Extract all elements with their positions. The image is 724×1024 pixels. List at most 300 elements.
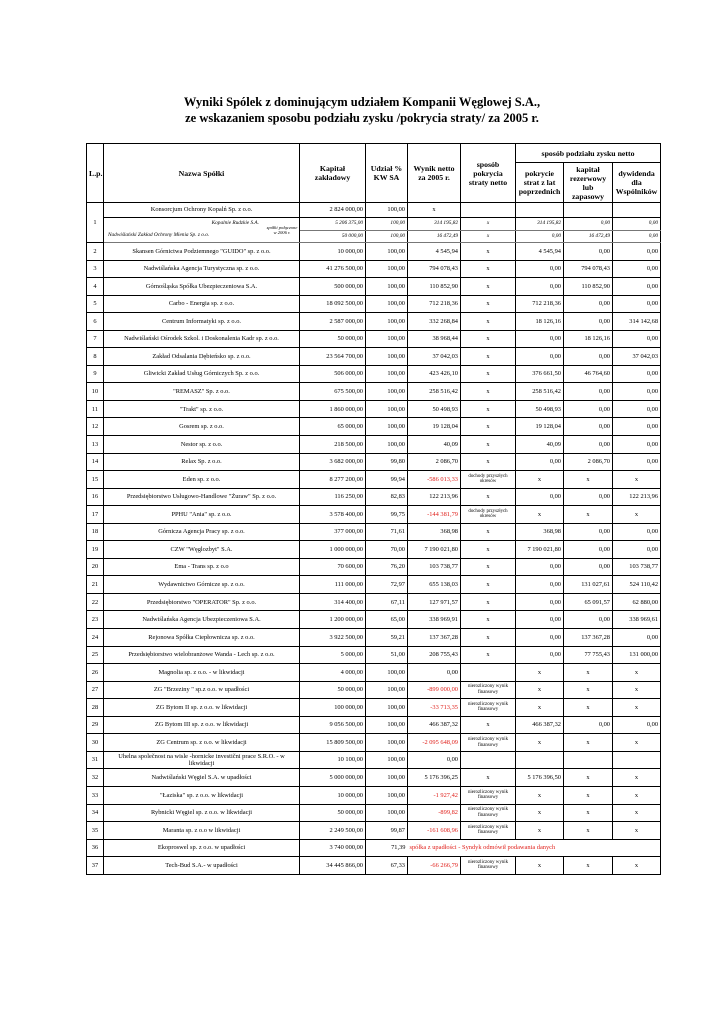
row-capital: 5 000,00 bbox=[300, 646, 366, 664]
row-capital: 65 000,00 bbox=[300, 418, 366, 436]
row-reserve: 77 755,43 bbox=[564, 646, 613, 664]
row-net: 466 387,32 bbox=[408, 716, 461, 734]
row-dividend bbox=[613, 751, 661, 769]
row-lp: 23 bbox=[87, 611, 104, 629]
row-lp: 8 bbox=[87, 348, 104, 366]
row-coverage: x bbox=[461, 523, 516, 541]
row-capital: 9 056 500,00 bbox=[300, 716, 366, 734]
row-capital: 314 400,00 bbox=[300, 593, 366, 611]
row-name: "Trakt" sp. z o.o. bbox=[104, 400, 300, 418]
row-capital: 50 000,00 bbox=[300, 804, 366, 822]
row-share: 99,87 bbox=[366, 822, 408, 840]
row-lp: 7 bbox=[87, 330, 104, 348]
row-share: 99,75 bbox=[366, 506, 408, 524]
row-capital: 10 000,00 bbox=[300, 243, 366, 261]
row-coverage: x bbox=[461, 646, 516, 664]
row-coverage: x bbox=[461, 348, 516, 366]
row-coverage bbox=[461, 664, 516, 682]
row-coverage: x bbox=[461, 541, 516, 559]
row-coverage: x bbox=[461, 295, 516, 313]
row-reserve: x bbox=[564, 786, 613, 804]
row-capital: 675 500,00 bbox=[300, 383, 366, 401]
row-name: Rybnicki Węgiel sp. z o.o. w likwidacji bbox=[104, 804, 300, 822]
table-row bbox=[87, 330, 661, 348]
row-share: 100,00 bbox=[366, 348, 408, 366]
row-share: 65,00 bbox=[366, 611, 408, 629]
row-coverage: x bbox=[461, 558, 516, 576]
row-capital: 1 860 000,00 bbox=[300, 400, 366, 418]
row-share: 100,00 bbox=[366, 313, 408, 331]
row-name: Przedsiębiorstwo wielobranżowe Wanda - Lech sp. z o.o. bbox=[104, 646, 300, 664]
row-lp: 22 bbox=[87, 593, 104, 611]
row-capital: 18 092 500,00 bbox=[300, 295, 366, 313]
row-net: -899 000,00 bbox=[408, 681, 461, 699]
table-row bbox=[87, 751, 661, 769]
row-reserve: 0,00 bbox=[564, 488, 613, 506]
row-name: Górnicza Agencja Pracy sp. z o.o. bbox=[104, 523, 300, 541]
row-coverage bbox=[461, 751, 516, 769]
row-reserve: 0,00 bbox=[564, 243, 613, 261]
document-title-line1: Wyniki Spólek z dominującym udziałem Kompanii Węglowej S.A., bbox=[183, 95, 541, 109]
bankruptcy-note: spółka z upadłości - Syndyk odmówił podawania danych bbox=[408, 839, 661, 857]
row-name: Carbo - Energia sp. z o.o. bbox=[104, 295, 300, 313]
row-lp: 12 bbox=[87, 418, 104, 436]
row-dividend: x bbox=[613, 786, 661, 804]
row-lp: 2 bbox=[87, 243, 104, 261]
row-name: "Łaziska" sp. z o.o. w likwidacji bbox=[104, 786, 300, 804]
table-row bbox=[87, 822, 661, 840]
row-reserve: 0,00 bbox=[564, 611, 613, 629]
row-prev-loss: 258 516,42 bbox=[516, 383, 564, 401]
row-prev-loss: 0,00 bbox=[516, 330, 564, 348]
header-profit-distribution: sposób podziału zysku netto bbox=[516, 144, 661, 163]
row-dividend: 122 213,96 bbox=[613, 488, 661, 506]
subrow-share: 100,00 bbox=[366, 230, 408, 243]
row-coverage: nierozliczony wynik finansowy bbox=[461, 804, 516, 822]
table-subrow bbox=[87, 218, 661, 231]
row-share: 82,83 bbox=[366, 488, 408, 506]
row-prev-loss: x bbox=[516, 804, 564, 822]
row-lp: 26 bbox=[87, 664, 104, 682]
row-name: Gosrem sp. z o.o. bbox=[104, 418, 300, 436]
row-lp: 35 bbox=[87, 822, 104, 840]
document-title-line2: ze wskazaniem sposobu podziału zysku /pokrycia straty/ za 2005 r. bbox=[185, 111, 539, 125]
row-coverage: x bbox=[461, 313, 516, 331]
row-dividend: 131 000,00 bbox=[613, 646, 661, 664]
row-net: 368,98 bbox=[408, 523, 461, 541]
row-capital: 3 578 400,00 bbox=[300, 506, 366, 524]
row-lp: 3 bbox=[87, 260, 104, 278]
row-net: 208 755,43 bbox=[408, 646, 461, 664]
row-net: 137 367,28 bbox=[408, 629, 461, 647]
row-share: 100,00 bbox=[366, 786, 408, 804]
table-row bbox=[87, 453, 661, 471]
row-net: 40,09 bbox=[408, 436, 461, 454]
row-prev-loss: x bbox=[516, 681, 564, 699]
row-net: 794 078,43 bbox=[408, 260, 461, 278]
row-name: ZG Bytom II sp. z o.o. w likwidacji bbox=[104, 699, 300, 717]
row-capital: 3 682 000,00 bbox=[300, 453, 366, 471]
row-lp: 6 bbox=[87, 313, 104, 331]
row-name: Ema - Trans sp. z o.o bbox=[104, 558, 300, 576]
table-row bbox=[87, 558, 661, 576]
row-net: 7 190 021,80 bbox=[408, 541, 461, 559]
row-coverage: x bbox=[461, 383, 516, 401]
row-share: 100,00 bbox=[366, 804, 408, 822]
row-capital: 218 500,00 bbox=[300, 436, 366, 454]
table-row bbox=[87, 243, 661, 261]
row-net: 712 218,36 bbox=[408, 295, 461, 313]
table-row bbox=[87, 436, 661, 454]
row-lp: 33 bbox=[87, 786, 104, 804]
row-dividend: 0,00 bbox=[613, 436, 661, 454]
row-lp: 10 bbox=[87, 383, 104, 401]
row-share: 99,94 bbox=[366, 471, 408, 489]
row-lp: 14 bbox=[87, 453, 104, 471]
row-capital: 8 277 200,00 bbox=[300, 471, 366, 489]
row-share: 100,00 bbox=[366, 681, 408, 699]
row-capital: 500 000,00 bbox=[300, 278, 366, 296]
row-prev-loss: x bbox=[516, 822, 564, 840]
row-net: 655 138,03 bbox=[408, 576, 461, 594]
row-name: Wydawnictwo Górnicze sp. z o.o. bbox=[104, 576, 300, 594]
row-capital: 2 824 000,00 bbox=[300, 203, 366, 218]
row-prev-loss: 4 545,94 bbox=[516, 243, 564, 261]
row-share: 100,00 bbox=[366, 400, 408, 418]
subrow-net: 314 195,82 bbox=[408, 218, 461, 231]
row-lp: 25 bbox=[87, 646, 104, 664]
subrow-prev-loss: 314 195,82 bbox=[516, 218, 564, 231]
row-coverage: x bbox=[461, 593, 516, 611]
row-reserve: 0,00 bbox=[564, 436, 613, 454]
row-share: 100,00 bbox=[366, 436, 408, 454]
row-share: 100,00 bbox=[366, 365, 408, 383]
table-row bbox=[87, 278, 661, 296]
row-lp: 21 bbox=[87, 576, 104, 594]
row-share: 76,20 bbox=[366, 558, 408, 576]
subrow-net: 16 472,49 bbox=[408, 230, 461, 243]
header-coverage: sposób pokrycia straty netto bbox=[461, 144, 516, 203]
table-row bbox=[87, 506, 661, 524]
row-coverage: x bbox=[461, 436, 516, 454]
row-capital: 1 000 000,00 bbox=[300, 541, 366, 559]
row-reserve: x bbox=[564, 769, 613, 787]
header-dividend: dywidenda dla Wspólników bbox=[613, 163, 661, 203]
row-coverage: x bbox=[461, 400, 516, 418]
row-lp: 20 bbox=[87, 558, 104, 576]
row-share: 100,00 bbox=[366, 260, 408, 278]
row-capital: 50 000,00 bbox=[300, 330, 366, 348]
row-prev-loss: x bbox=[516, 506, 564, 524]
row-capital: 70 600,00 bbox=[300, 558, 366, 576]
row-share: 67,33 bbox=[366, 857, 408, 875]
row-name: Relax Sp. z o.o. bbox=[104, 453, 300, 471]
row-share: 100,00 bbox=[366, 699, 408, 717]
subrow-name: Nadwiślański Zakład Ochrony Mienia Sp. z o.o. bbox=[108, 232, 210, 239]
table-row bbox=[87, 400, 661, 418]
row-share: 100,00 bbox=[366, 664, 408, 682]
row-coverage: x bbox=[461, 278, 516, 296]
row-reserve: 65 091,57 bbox=[564, 593, 613, 611]
row-net: -586 013,33 bbox=[408, 471, 461, 489]
row-capital: 100 000,00 bbox=[300, 699, 366, 717]
row-prev-loss: 0,00 bbox=[516, 453, 564, 471]
row-share: 72,97 bbox=[366, 576, 408, 594]
row-capital: 34 445 866,00 bbox=[300, 857, 366, 875]
row-reserve: 0,00 bbox=[564, 295, 613, 313]
row-net: -1 927,42 bbox=[408, 786, 461, 804]
row-name: Nadwiślański Węgiel S.A. w upadłości bbox=[104, 769, 300, 787]
table-row bbox=[87, 576, 661, 594]
row-name: Nadwiślańska Agencja Ubezpieczeniowa S.A. bbox=[104, 611, 300, 629]
row-prev-loss: 0,00 bbox=[516, 348, 564, 366]
table-row bbox=[87, 348, 661, 366]
row-name: "REMASZ" Sp. z o.o. bbox=[104, 383, 300, 401]
row-dividend: 338 969,61 bbox=[613, 611, 661, 629]
row-name: Ekoproswel sp. z o.o. w upadłości bbox=[104, 839, 300, 857]
row-dividend: 0,00 bbox=[613, 383, 661, 401]
row-capital: 116 250,00 bbox=[300, 488, 366, 506]
row-net: 423 426,10 bbox=[408, 365, 461, 383]
row-capital: 2 249 500,00 bbox=[300, 822, 366, 840]
row-net: -899,82 bbox=[408, 804, 461, 822]
row-dividend: x bbox=[613, 664, 661, 682]
row-coverage: x bbox=[461, 769, 516, 787]
row-reserve: 0,00 bbox=[564, 313, 613, 331]
row-dividend: 0,00 bbox=[613, 629, 661, 647]
table-row bbox=[87, 857, 661, 875]
row-net: 258 516,42 bbox=[408, 383, 461, 401]
header-name: Nazwa Spółki bbox=[104, 144, 300, 203]
row-prev-loss: 376 661,50 bbox=[516, 365, 564, 383]
row-lp: 15 bbox=[87, 471, 104, 489]
row-coverage: x bbox=[461, 716, 516, 734]
row-coverage: x bbox=[461, 488, 516, 506]
row-dividend: x bbox=[613, 769, 661, 787]
row-lp: 34 bbox=[87, 804, 104, 822]
row-net: 332 268,84 bbox=[408, 313, 461, 331]
row-reserve: 0,00 bbox=[564, 523, 613, 541]
header-lp: L.p. bbox=[87, 144, 104, 203]
row-name: Przedsiębiorstwo Usługowo-Handlowe "Żuraw" Sp. z o.o. bbox=[104, 488, 300, 506]
table-row bbox=[87, 804, 661, 822]
row-prev-loss: 0,00 bbox=[516, 488, 564, 506]
row-share: 59,21 bbox=[366, 629, 408, 647]
row-reserve: x bbox=[564, 734, 613, 752]
header-reserve: kapitał rezerwowy lub zapasowy bbox=[564, 163, 613, 203]
row-capital: 2 587 000,00 bbox=[300, 313, 366, 331]
row-prev-loss: x bbox=[516, 734, 564, 752]
row-prev-loss: 50 498,93 bbox=[516, 400, 564, 418]
row-lp: 5 bbox=[87, 295, 104, 313]
row-prev-loss bbox=[516, 751, 564, 769]
row-lp: 30 bbox=[87, 734, 104, 752]
row-dividend: x bbox=[613, 822, 661, 840]
row-prev-loss: 0,00 bbox=[516, 278, 564, 296]
row-capital: 4 000,00 bbox=[300, 664, 366, 682]
row-dividend: 0,00 bbox=[613, 365, 661, 383]
row-share: 99,80 bbox=[366, 453, 408, 471]
row-capital: 506 000,00 bbox=[300, 365, 366, 383]
row-prev-loss: 18 126,16 bbox=[516, 313, 564, 331]
row-coverage: x bbox=[461, 330, 516, 348]
row-dividend: 0,00 bbox=[613, 716, 661, 734]
table-row bbox=[87, 295, 661, 313]
row-reserve: x bbox=[564, 664, 613, 682]
row-share: 71,61 bbox=[366, 523, 408, 541]
row-capital: 10 100,00 bbox=[300, 751, 366, 769]
row-dividend: 314 142,68 bbox=[613, 313, 661, 331]
header-prev-loss: pokrycie strat z lat poprzednich bbox=[516, 163, 564, 203]
row-name: CZW "Węglozbyt" S.A. bbox=[104, 541, 300, 559]
row-lp: 36 bbox=[87, 839, 104, 857]
row-share: 51,00 bbox=[366, 646, 408, 664]
row-dividend: 62 880,00 bbox=[613, 593, 661, 611]
row-lp: 27 bbox=[87, 681, 104, 699]
row-net: 338 969,91 bbox=[408, 611, 461, 629]
row-reserve: 794 078,43 bbox=[564, 260, 613, 278]
row-prev-loss: 0,00 bbox=[516, 593, 564, 611]
row-reserve: 0,00 bbox=[564, 383, 613, 401]
row-coverage: nierozliczony wynik finansowy bbox=[461, 734, 516, 752]
table-row bbox=[87, 716, 661, 734]
row-name: Tech-Bud S.A.- w upadłości bbox=[104, 857, 300, 875]
row-share: 71,39 bbox=[366, 839, 408, 857]
table-row bbox=[87, 488, 661, 506]
row-dividend: 0,00 bbox=[613, 260, 661, 278]
row-name: Uhelna společnost na wisle -hornicke investični prace S.R.O. - w likwidacji bbox=[104, 751, 300, 769]
row-net: 4 545,94 bbox=[408, 243, 461, 261]
row-coverage: nierozliczony wynik finansowy bbox=[461, 699, 516, 717]
row-name: Zakład Odsalania Dębieńsko sp. z o.o. bbox=[104, 348, 300, 366]
row-name: Nestor sp. z o.o. bbox=[104, 436, 300, 454]
row-coverage: x bbox=[461, 418, 516, 436]
row-coverage: x bbox=[461, 365, 516, 383]
results-table bbox=[86, 143, 661, 875]
row-net: 0,00 bbox=[408, 751, 461, 769]
row-share: 70,00 bbox=[366, 541, 408, 559]
row-prev-loss: 0,00 bbox=[516, 611, 564, 629]
row-coverage: nierozliczony wynik finansowy bbox=[461, 786, 516, 804]
row-lp: 31 bbox=[87, 751, 104, 769]
row-share: 100,00 bbox=[366, 330, 408, 348]
row-coverage: dochody przyszłych okresów bbox=[461, 471, 516, 489]
row-dividend: x bbox=[613, 699, 661, 717]
row-net: 103 738,77 bbox=[408, 558, 461, 576]
header-share: Udział % KW SA bbox=[366, 144, 408, 203]
row-name: Skansen Górnictwa Podziemnego "GUIDO" sp. z o.o. bbox=[104, 243, 300, 261]
row-name: Gliwicki Zakład Usług Górniczych Sp. z o.o. bbox=[104, 365, 300, 383]
subrow-dividend: 0,00 bbox=[613, 230, 661, 243]
row-dividend: x bbox=[613, 734, 661, 752]
table-row bbox=[87, 313, 661, 331]
row-capital: 15 809 500,00 bbox=[300, 734, 366, 752]
row-net: 0,00 bbox=[408, 664, 461, 682]
row-reserve: x bbox=[564, 699, 613, 717]
row-dividend: 0,00 bbox=[613, 278, 661, 296]
row-prev-loss: x bbox=[516, 857, 564, 875]
row-prev-loss: 0,00 bbox=[516, 576, 564, 594]
row-dividend: 37 042,03 bbox=[613, 348, 661, 366]
row-reserve: 0,00 bbox=[564, 418, 613, 436]
row-name: Nadwiślańska Agencja Turystyczna sp. z o.o. bbox=[104, 260, 300, 278]
row-dividend: x bbox=[613, 471, 661, 489]
row-name: ZG Bytom III sp. z o.o. w likwidacji bbox=[104, 716, 300, 734]
row-prev-loss: x bbox=[516, 471, 564, 489]
row-prev-loss: x bbox=[516, 664, 564, 682]
row-dividend: x bbox=[613, 506, 661, 524]
row-capital: 3 922 500,00 bbox=[300, 629, 366, 647]
row-net: 19 128,04 bbox=[408, 418, 461, 436]
row-capital: 111 000,00 bbox=[300, 576, 366, 594]
row-lp: 29 bbox=[87, 716, 104, 734]
subrow-coverage: x bbox=[461, 218, 516, 231]
row-name: ZG "Brzeziny " sp.z o.o. w upadłości bbox=[104, 681, 300, 699]
table-row bbox=[87, 769, 661, 787]
row-reserve: x bbox=[564, 804, 613, 822]
row-prev-loss: 0,00 bbox=[516, 646, 564, 664]
table-row bbox=[87, 611, 661, 629]
row-capital: 50 000,00 bbox=[300, 681, 366, 699]
table-row bbox=[87, 418, 661, 436]
row-net: -2 095 648,09 bbox=[408, 734, 461, 752]
row-lp: 24 bbox=[87, 629, 104, 647]
subrow-reserve: 0,00 bbox=[564, 218, 613, 231]
row-coverage: nierozliczony wynik finansowy bbox=[461, 857, 516, 875]
row-lp: 17 bbox=[87, 506, 104, 524]
row-name: Magnolia sp. z o.o. - w likwidacji bbox=[104, 664, 300, 682]
row-reserve: 137 367,28 bbox=[564, 629, 613, 647]
row-capital: 3 740 000,00 bbox=[300, 839, 366, 857]
row-lp: 18 bbox=[87, 523, 104, 541]
row-reserve: 110 852,90 bbox=[564, 278, 613, 296]
table-row bbox=[87, 629, 661, 647]
row-net: 38 968,44 bbox=[408, 330, 461, 348]
table-row bbox=[87, 786, 661, 804]
merge-note: spółki połączone w 2006 r. bbox=[266, 225, 298, 235]
row-name: Centrum Informatyki sp. z o.o. bbox=[104, 313, 300, 331]
row-lp: 16 bbox=[87, 488, 104, 506]
row-share: 100,00 bbox=[366, 716, 408, 734]
row-reserve: 46 764,60 bbox=[564, 365, 613, 383]
subrow-share: 100,00 bbox=[366, 218, 408, 231]
row-name: ZG Centrum sp. z o.o. w likwidacji bbox=[104, 734, 300, 752]
row-net: 37 042,03 bbox=[408, 348, 461, 366]
row-capital: 377 000,00 bbox=[300, 523, 366, 541]
row-prev-loss: x bbox=[516, 699, 564, 717]
table-row bbox=[87, 699, 661, 717]
row-capital: 23 564 700,00 bbox=[300, 348, 366, 366]
subrow-capital: 5 206 375,00 bbox=[300, 218, 366, 231]
row-capital: 10 000,00 bbox=[300, 786, 366, 804]
row-reserve: 0,00 bbox=[564, 558, 613, 576]
row-dividend: 524 110,42 bbox=[613, 576, 661, 594]
row-dividend: x bbox=[613, 804, 661, 822]
row-share: 100,00 bbox=[366, 769, 408, 787]
row-share: 100,00 bbox=[366, 383, 408, 401]
row-net: -66 266,79 bbox=[408, 857, 461, 875]
row-name: Górnośląska Spółka Ubezpieczeniowa S.A. bbox=[104, 278, 300, 296]
row-lp: 28 bbox=[87, 699, 104, 717]
row-capital: 5 000 000,00 bbox=[300, 769, 366, 787]
row-name: Konsorcjum Ochrony Kopalń Sp. z o.o. bbox=[104, 203, 300, 218]
row-dividend: x bbox=[613, 857, 661, 875]
row-reserve: x bbox=[564, 506, 613, 524]
row-reserve: x bbox=[564, 857, 613, 875]
row-reserve: x bbox=[564, 471, 613, 489]
table-row bbox=[87, 471, 661, 489]
subrow-dividend: 0,00 bbox=[613, 218, 661, 231]
